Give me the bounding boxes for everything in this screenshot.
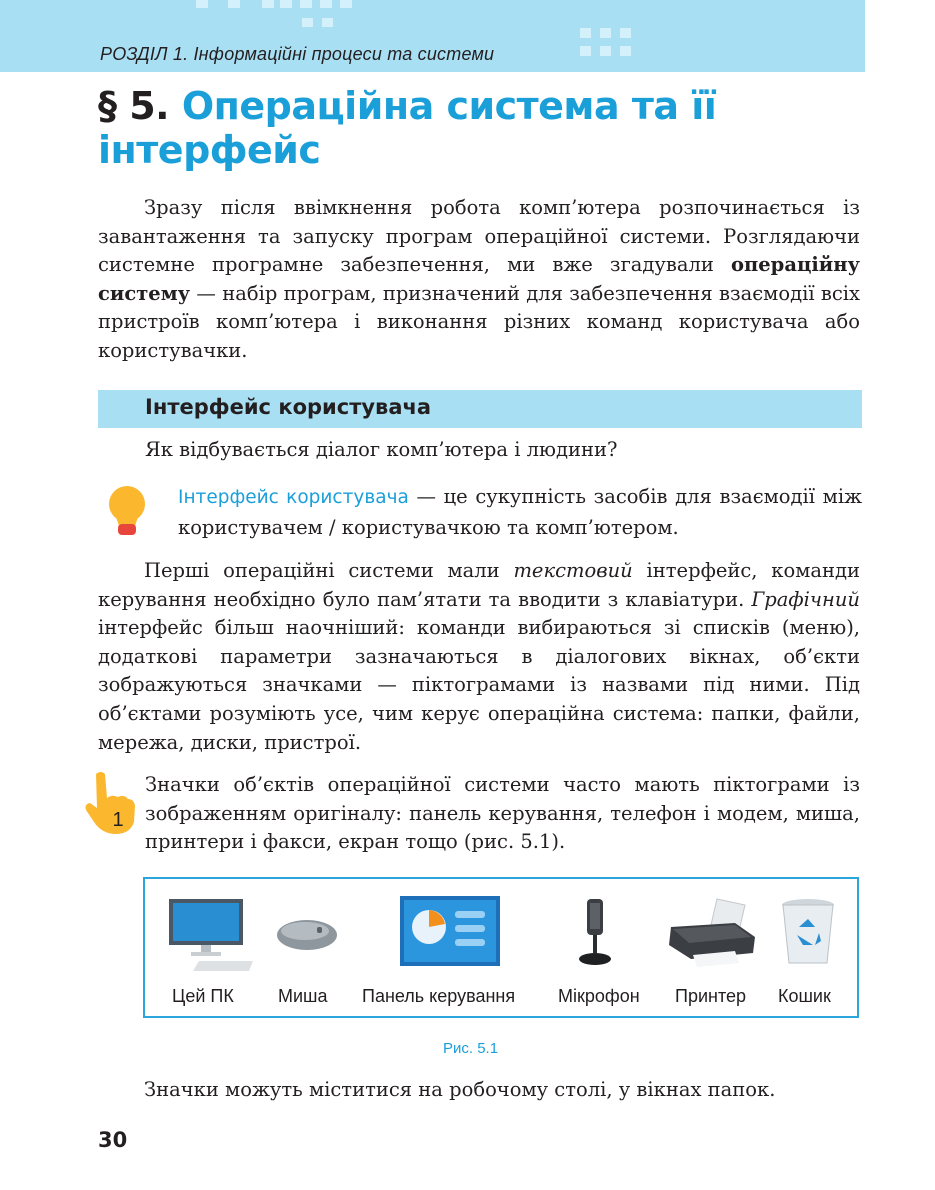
- paragraph-2-italic-1: текстовий: [513, 559, 633, 582]
- control-panel-icon: [399, 895, 501, 967]
- question: Як відбувається діалог комп’ютера і людини?: [145, 438, 618, 461]
- figure-caption: Рис. 5.1: [443, 1040, 499, 1057]
- decorative-square: [600, 28, 611, 38]
- definition-term: Інтерфейс користувача: [178, 487, 409, 508]
- paragraph-2-text-3: інтерфейс більш наочніший: команди вибираються зі списків (меню), додаткові параметри зазначаються в діалогових вікнах, об’єкти зображуються значками — піктограмами із назвами під ними. Під об’єктами розуміють усе, чим керує операційна система: папки, файли, мережа, диски, пристрої.: [98, 616, 860, 754]
- page-number: 30: [98, 1128, 128, 1152]
- lightbulb-icon: [105, 484, 149, 540]
- intro-text-1: Зразу після ввімкнення робота комп’ютера розпочинається із завантаження та запуску програм операційної системи. Розглядаючи системне програмне забезпечення, ми вже згадували: [98, 196, 860, 277]
- chapter-header-band: [0, 0, 865, 72]
- recycle-bin-icon: [779, 897, 837, 967]
- figure-label: Миша: [278, 986, 328, 1006]
- marker-number: 1: [112, 809, 124, 831]
- figure-label: Кошик: [778, 986, 831, 1006]
- intro-text-2: — набір програм, призначений для забезпечення взаємодії всіх пристроїв комп’ютера і виконання різних команд користувача або користувачки.: [98, 281, 860, 362]
- section-title: [98, 84, 935, 172]
- printer-icon: [665, 897, 759, 967]
- decorative-square: [196, 0, 208, 8]
- paragraph-2-italic-2: Графічний: [751, 587, 860, 611]
- paragraph-2: [98, 557, 860, 757]
- figure-label: Мікрофон: [558, 986, 640, 1006]
- definition-text: — це сукупність засобів для взаємодії між користувачем / користувачкою та комп’ютером.: [178, 485, 863, 539]
- decorative-square: [340, 0, 352, 8]
- figure-label: Панель керування: [362, 986, 516, 1006]
- decorative-square: [620, 46, 631, 56]
- pointing-hand-icon: [84, 770, 140, 838]
- paragraph-2-text-2: інтерфейс, команди керування необхідно було пам’ятати та вводити з клавіатури.: [98, 559, 860, 611]
- decorative-square: [280, 0, 292, 8]
- paragraph-2-text-1: Перші операційні системи мали: [144, 559, 514, 582]
- mouse-icon: [275, 915, 339, 955]
- subheading-bar: [98, 390, 862, 428]
- figure-label: Принтер: [675, 986, 747, 1006]
- decorative-square: [580, 46, 591, 56]
- paragraph-4-text: Значки можуть міститися на робочому столі, у вікнах папок.: [144, 1078, 776, 1101]
- subheading: Інтерфейс користувача: [145, 395, 432, 419]
- intro-paragraph: [98, 194, 860, 366]
- section-number: § 5.: [98, 84, 170, 128]
- section-name: Операційна система та її інтерфейс: [98, 84, 717, 172]
- chapter-label: РОЗДІЛ 1. Інформаційні процеси та системи: [100, 44, 495, 64]
- definition: [178, 482, 862, 543]
- decorative-square: [228, 0, 240, 8]
- decorative-square: [302, 18, 313, 27]
- decorative-square: [620, 28, 631, 38]
- microphone-icon: [575, 897, 615, 969]
- figure-label: Цей ПК: [172, 986, 234, 1006]
- figure-5-1: [143, 877, 859, 1018]
- paragraph-4: [98, 1076, 860, 1105]
- decorative-square: [600, 46, 611, 56]
- decorative-square: [320, 0, 332, 8]
- computer-icon: [165, 895, 255, 975]
- decorative-square: [300, 0, 312, 8]
- decorative-square: [262, 0, 274, 8]
- decorative-square: [322, 18, 333, 27]
- paragraph-3: Значки об’єктів операційної системи часто мають піктограми із зображенням оригіналу: панель керування, телефон і модем, миша, принтери і факси, екран тощо (рис. 5.1).: [145, 773, 860, 854]
- decorative-square: [580, 28, 591, 38]
- intro-bold-term: операційну систему: [98, 253, 860, 305]
